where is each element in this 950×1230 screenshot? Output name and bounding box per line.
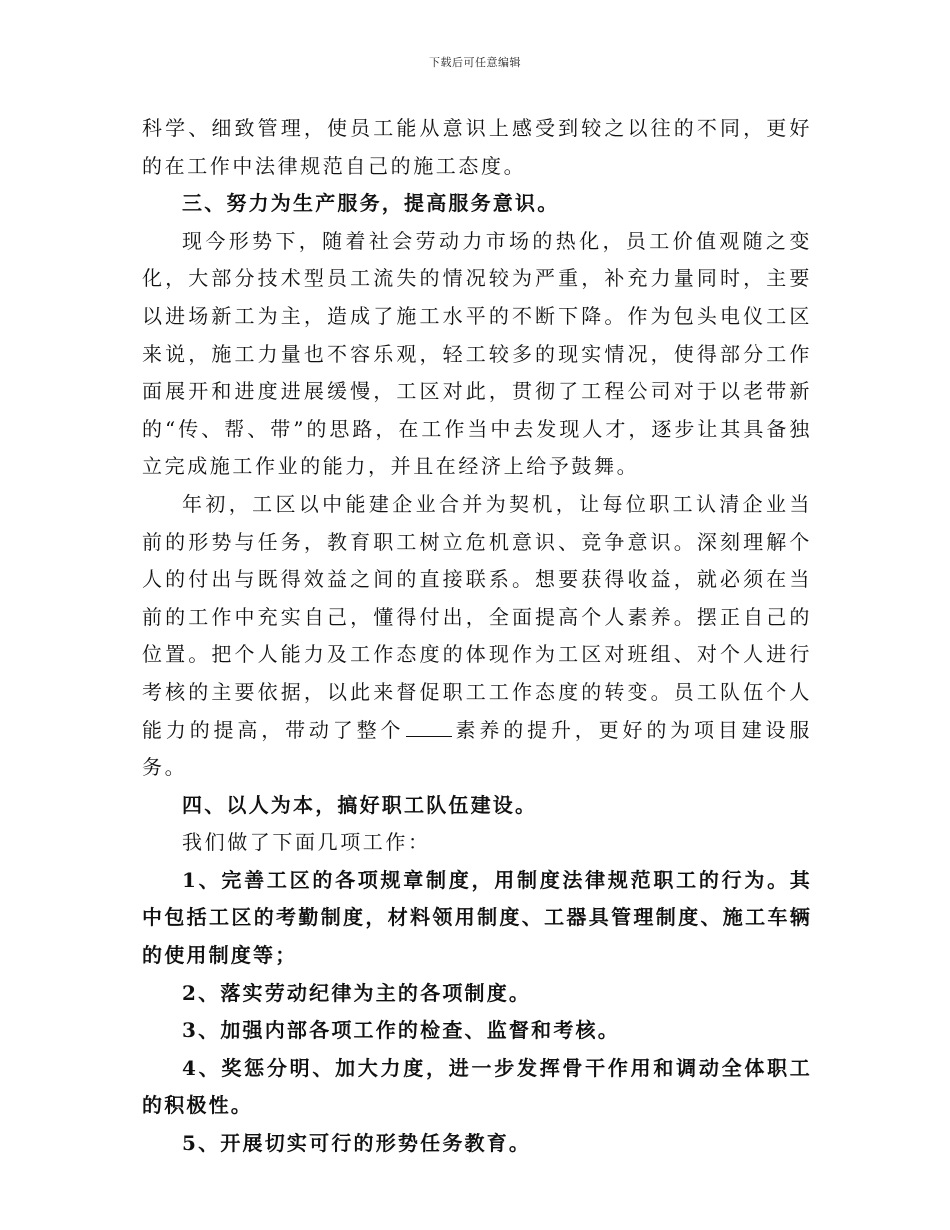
paragraph-year-start-text: 年初，工区以中能建企业合并为契机，让每位职工认清企业当前的形势与任务，教育职工树立危机意识、竞争意识。深刻理解个人的付出与既得效益之间的直接联系。想要获得收益，就必须在当前的工作中充实自己，懂得付出，全面提高个人素养。摆正自己的位置。把个人能力及工作态度的体现作为工区对班组、对个人进行考核的主要依据，以此来督促职工工作态度的转变。员工队伍个人能力的提高，带动了整个 bbox=[142, 491, 812, 742]
list-item-1: 1、完善工区的各项规章制度，用制度法律规范职工的行为。其中包括工区的考勤制度，材料领用制度、工器具管理制度、施工车辆的使用制度等； bbox=[142, 867, 812, 968]
document-body bbox=[142, 110, 812, 1163]
paragraph-year-start-tail: 素养的提升，更好的为项目建设服务。 bbox=[142, 717, 812, 780]
section-heading-3: 三、努力为生产服务，提高服务意识。 bbox=[182, 191, 560, 216]
list-item-5: 5、开展切实可行的形势任务教育。 bbox=[182, 1131, 532, 1156]
page-header-note: 下载后可任意编辑 bbox=[429, 56, 521, 69]
paragraph-work-intro: 我们做了下面几项工作： bbox=[182, 830, 431, 855]
paragraph-continuation: 科学、细致管理，使员工能从意识上感受到较之以往的不同，更好的在工作中法律规范自己的施工态度。 bbox=[142, 116, 812, 178]
list-item-4: 4、奖惩分明、加大力度，进一步发挥骨干作用和调动全体职工的积极性。 bbox=[142, 1055, 812, 1118]
paragraph-year-start bbox=[142, 486, 812, 787]
list-item-3: 3、加强内部各项工作的检查、监督和考核。 bbox=[182, 1018, 620, 1043]
list-item-2: 2、落实劳动纪律为主的各项制度。 bbox=[182, 980, 532, 1005]
fill-in-blank bbox=[406, 718, 452, 737]
paragraph-labor-market: 现今形势下，随着社会劳动力市场的热化，员工价值观随之变化，大部分技术型员工流失的情况较为严重，补充力量同时，主要以进场新工为主，造成了施工水平的不断下降。作为包头电仪工区来说，施工力量也不容乐观，轻工较多的现实情况，使得部分工作面展开和进度进展缓慢，工区对此，贯彻了工程公司对于以老带新的“传、帮、带”的思路，在工作当中去发现人才，逐步让其具备独立完成施工作业的能力，并且在经济上给予鼓舞。 bbox=[142, 228, 812, 479]
section-heading-4: 四、以人为本，搞好职工队伍建设。 bbox=[182, 792, 538, 817]
